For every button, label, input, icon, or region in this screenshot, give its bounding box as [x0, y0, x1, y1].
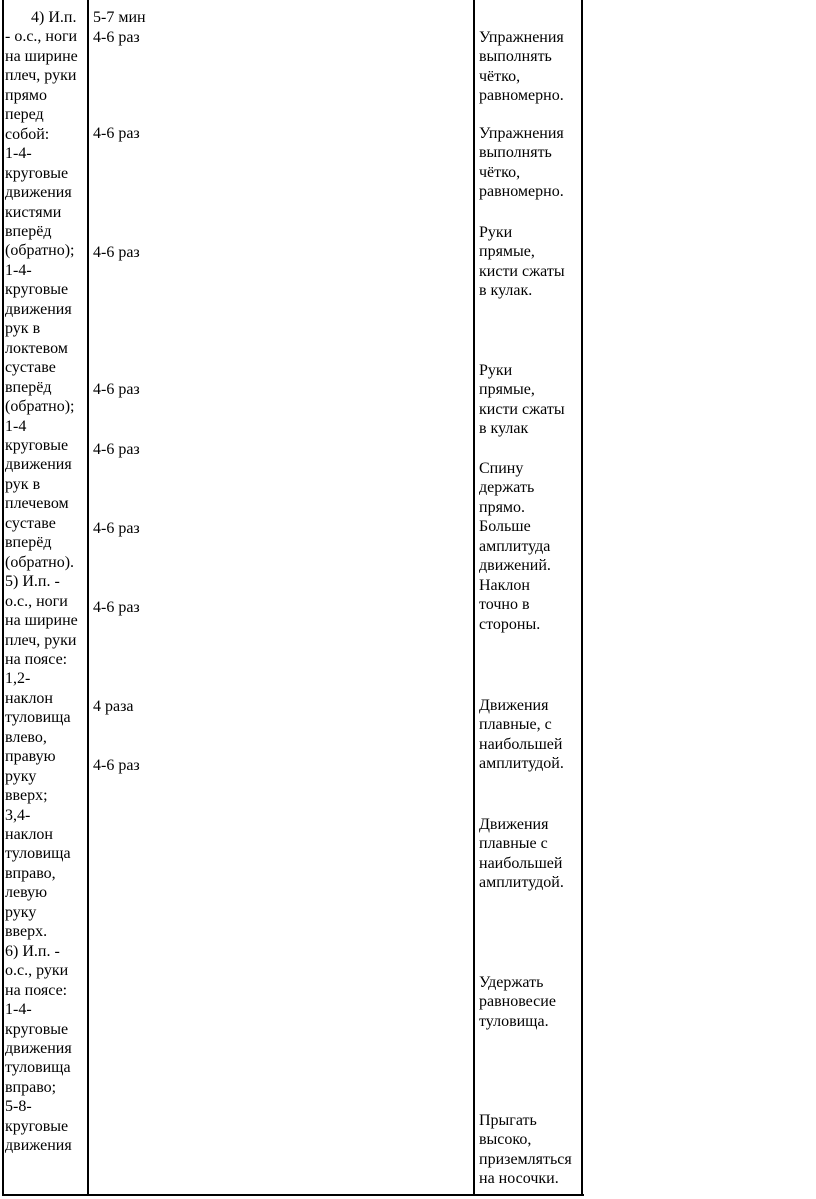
column-divider-1 [87, 0, 89, 1196]
table-border-left [2, 0, 4, 1196]
guideline-note: Спину держать прямо. Больше амплитуда движений. Наклон точно в стороны. [479, 460, 551, 633]
guideline-note: Руки прямые, кисти сжаты в кулак [479, 362, 565, 438]
dosage-cell: 5-7 мин [93, 9, 146, 26]
dosage-cell: 4-6 раз [93, 520, 140, 537]
guideline-note: Прыгать высоко, приземляться на носочки. [479, 1112, 572, 1188]
dosage-cell: 4 раза [93, 698, 134, 715]
dosage-cell: 4-6 раз [93, 757, 140, 774]
guideline-note: Руки прямые, кисти сжаты в кулак. [479, 224, 565, 300]
dosage-cell: 4-6 раз [93, 29, 140, 46]
guideline-note: Упражнения выполнять чётко, равномерно. [479, 125, 564, 201]
dosage-cell: 4-6 раз [93, 599, 140, 616]
guideline-note: Движения плавные, с наибольшей амплитудой. [479, 697, 564, 773]
dosage-cell: 4-6 раз [93, 381, 140, 398]
guideline-note: Удержать равновесие туловища. [479, 974, 556, 1030]
dosage-cell: 4-6 раз [93, 441, 140, 458]
column-divider-2 [473, 0, 475, 1196]
exercise-description: 4) И.п. - о.с., ноги на ширине плеч, руки прямо перед собой: 1-4- круговые движения кистями вперёд (обратно); 1-4- круговые движения рук в локтевом суставе вперёд (обратно); 1-4 круговые движения рук в плечевом суставе вперёд (обратно). 5) И.п. - о.с., ноги на ширине плеч, руки на поясе: 1,2- наклон туловища влево, правую руку вверх; 3,4- наклон туловища вправо, левую руку вверх. 6) И.п. - о.с., руки на поясе: 1-4- круговые движения туловища вправо; 5-8- круговые движения [5, 9, 78, 1155]
dosage-cell: 4-6 раз [93, 125, 140, 142]
guideline-note: Движения плавные с наибольшей амплитудой. [479, 816, 564, 892]
dosage-cell: 4-6 раз [93, 244, 140, 261]
guideline-note: Упражнения выполнять чётко, равномерно. [479, 29, 564, 105]
table-border-bottom [2, 1194, 584, 1196]
